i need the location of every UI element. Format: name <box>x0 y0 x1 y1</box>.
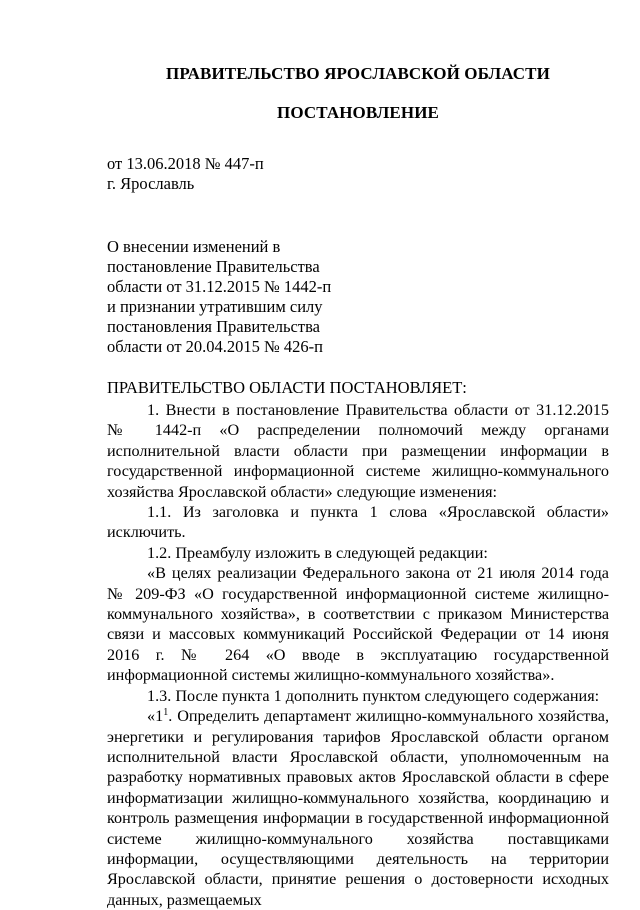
subject-line: О внесении изменений в <box>107 237 281 256</box>
paragraph-preamble-text: «В целях реализации Федерального закона от 21 июля 2014 года № 209-ФЗ «О государственной информационной системе жилищно-коммунального хозяйства», в соответствии с приказом Министерства связи и массовых коммуникаций Российской Федерации от 14 июня 2016 г. № 264 «О вводе в эксплуатацию государственной информационной системы жилищно-коммунального хозяйства». <box>107 564 609 685</box>
document-city: г. Ярославль <box>107 174 195 193</box>
subject-line: и признании утратившим силу <box>107 297 323 316</box>
new-point-prefix: «1 <box>147 707 164 726</box>
paragraph-1: 1. Внести в постановление Правительства области от 31.12.2015 № 1442-п «О распределении полномочий между органами исполнительной власти области при размещении информации в государственной информационной системе жилищно-коммунального хозяйства Ярославской области» следующие изменения: <box>107 401 609 501</box>
document-date-number: от 13.06.2018 № 447-п <box>107 154 264 173</box>
subject-line: постановление Правительства <box>107 257 320 276</box>
document-type-title: ПОСТАНОВЛЕНИЕ <box>277 103 439 122</box>
subject-line: области от 31.12.2015 № 1442-п <box>107 277 332 296</box>
government-title: ПРАВИТЕЛЬСТВО ЯРОСЛАВСКОЙ ОБЛАСТИ <box>166 64 550 83</box>
paragraph-1-3: 1.3. После пункта 1 дополнить пунктом следующего содержания: <box>147 686 600 705</box>
paragraph-new-point <box>107 706 609 910</box>
subject-line: области от 20.04.2015 № 426-п <box>107 337 323 356</box>
new-point-superscript: 1 <box>163 707 169 719</box>
paragraph-1-2: 1.2. Преамбулу изложить в следующей редакции: <box>147 543 488 562</box>
new-point-text: . Определить департамент жилищно-коммунального хозяйства, энергетики и регулирования тарифов Ярославской области органом исполнительной власти Ярославской области, уполномоченным на разработку нормативных правовых актов Ярославской области в сфере информатизации жилищно-коммунального хозяйства, координацию и контроль размещения информации в государственной информационной системе жилищно-коммунального хозяйства поставщиками информации, осуществляющими деятельность на территории Ярославской области, принятие решения о достоверности исходных данных, размещаемых <box>107 707 609 909</box>
subject-line: постановления Правительства <box>107 317 320 336</box>
document-body <box>107 400 609 910</box>
decree-heading: ПРАВИТЕЛЬСТВО ОБЛАСТИ ПОСТАНОВЛЯЕТ: <box>107 378 467 397</box>
paragraph-1-1: 1.1. Из заголовка и пункта 1 слова «Ярославской области» исключить. <box>107 503 609 542</box>
